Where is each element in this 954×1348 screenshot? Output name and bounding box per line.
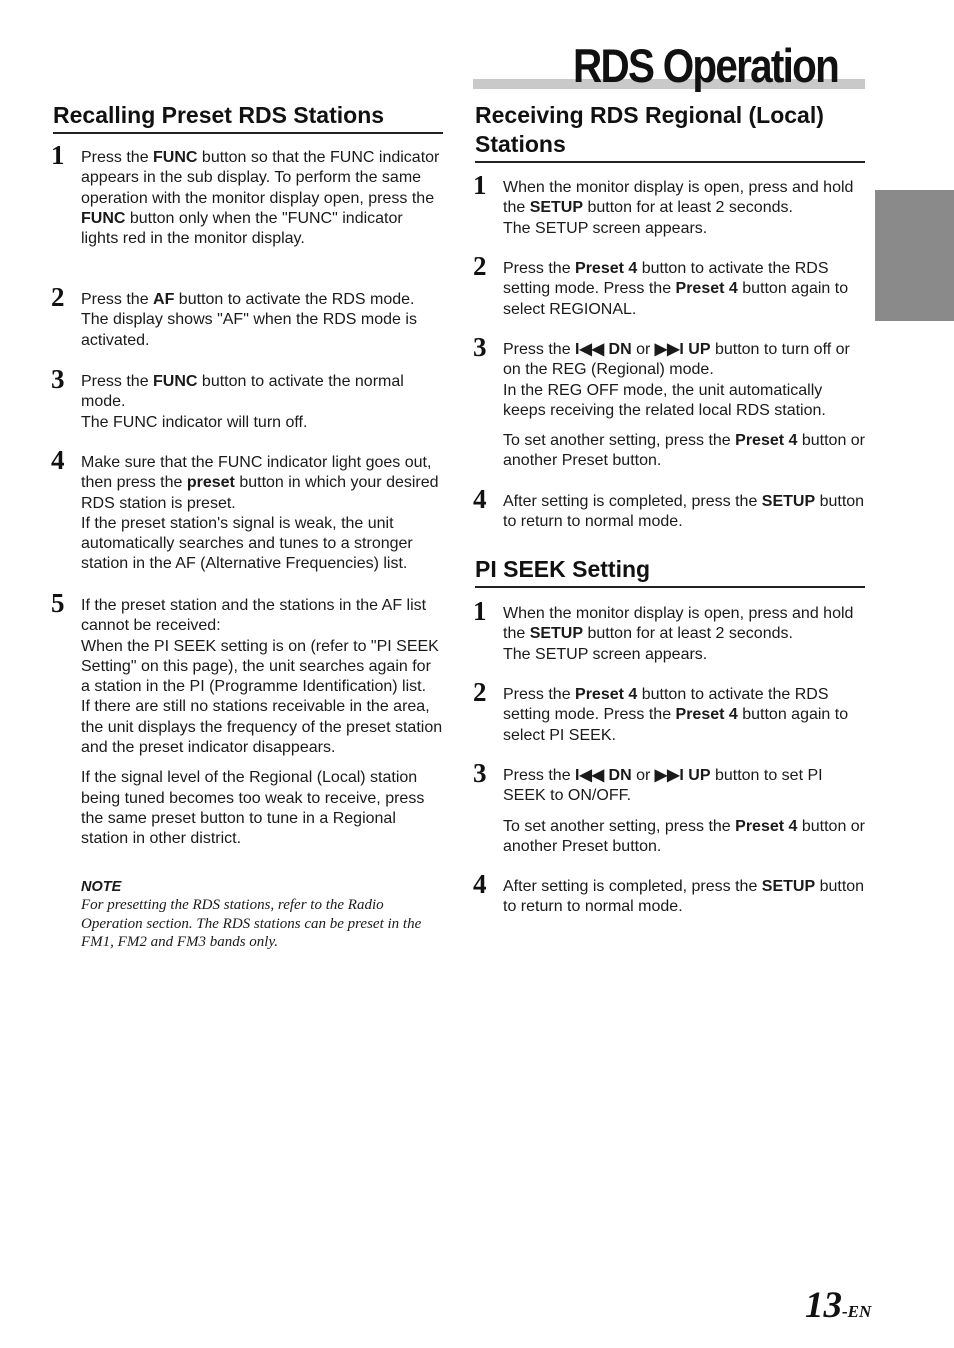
- step-number: 3: [51, 364, 65, 394]
- text-run: button for at least 2 seconds.: [583, 199, 793, 217]
- text-run: If the preset station's signal is weak, the unit automatically searches and tunes to a stronger station in the AF (Alternative Frequencies) list.: [81, 514, 413, 573]
- bold-term: SETUP: [529, 625, 584, 643]
- text-run: The SETUP screen appears.: [503, 219, 708, 237]
- step-number: 2: [473, 677, 487, 707]
- text-run: button only when the "FUNC" indicator lights red in the monitor display.: [81, 209, 403, 248]
- text-run: The FUNC indicator will turn off.: [81, 413, 308, 431]
- step-text: [503, 259, 865, 320]
- text-run: To set another setting, press the: [503, 817, 736, 835]
- bold-term: ▶▶I UP: [654, 767, 711, 784]
- step-paragraph: [81, 290, 443, 351]
- note-body: For presetting the RDS stations, refer to the Radio Operation section. The RDS stations can be preset in the FM1, FM2 and FM3 bands only.: [81, 897, 422, 951]
- text-run: Press the: [503, 686, 576, 703]
- bold-term: FUNC: [153, 373, 198, 390]
- bold-term: FUNC: [153, 149, 198, 166]
- text-run: If there are still no stations receivable in the area, the unit displays the frequency of the preset station and the preset indicator disappears.: [81, 698, 443, 757]
- step-number: 4: [473, 484, 487, 514]
- text-run: To set another setting, press the: [503, 432, 736, 450]
- step-paragraph: [81, 697, 443, 758]
- section-heading-regional: Receiving RDS Regional (Local) Stations: [475, 101, 865, 163]
- step-number: 1: [473, 170, 487, 200]
- step: [51, 282, 443, 351]
- bold-term: Preset 4: [675, 706, 738, 724]
- step-paragraph: [81, 514, 443, 575]
- step-paragraph: [503, 645, 865, 665]
- section-heading-recalling: Recalling Preset RDS Stations: [53, 101, 443, 134]
- step-paragraph: [81, 148, 443, 249]
- step-number: 4: [473, 869, 487, 899]
- step-text: [503, 492, 865, 533]
- text-run: button again to select PI SEEK.: [503, 706, 849, 744]
- text-run: button to turn off or on the REG (Regional) mode.: [503, 341, 850, 379]
- text-run: button or another Preset button.: [503, 817, 866, 855]
- bold-term: I◀◀ DN: [575, 341, 632, 358]
- text-run: After setting is completed, press the: [503, 493, 762, 510]
- bold-term: ▶▶I UP: [654, 341, 711, 358]
- step: [51, 364, 443, 433]
- step-paragraph: [503, 178, 865, 219]
- step-number: 2: [51, 282, 65, 312]
- section-tab: [875, 190, 954, 321]
- step-number: 5: [51, 588, 65, 618]
- page-number: [805, 1287, 871, 1324]
- text-run: Press the: [81, 291, 154, 308]
- step-paragraph: [81, 596, 443, 637]
- text-run: The SETUP screen appears.: [503, 645, 708, 663]
- step-paragraph: [503, 685, 865, 746]
- note-block: [81, 878, 443, 952]
- step: [51, 588, 443, 850]
- step-paragraph: [503, 431, 865, 472]
- text-run: button or another Preset button.: [503, 432, 866, 470]
- step-text: [81, 596, 443, 850]
- text-run: button to return to normal mode.: [503, 493, 865, 531]
- text-run: button to activate the RDS setting mode. Press the: [503, 686, 829, 724]
- step-paragraph: [503, 817, 865, 858]
- step: [473, 596, 865, 665]
- step: [473, 758, 866, 857]
- step: [473, 677, 865, 746]
- bold-term: Preset 4: [575, 260, 638, 277]
- step-number: 1: [51, 140, 65, 170]
- text-run: button to activate the RDS mode. The display shows "AF" when the RDS mode is activated.: [81, 291, 417, 349]
- text-run: Press the: [503, 260, 576, 277]
- text-run: If the preset station and the stations in the AF list cannot be received:: [81, 597, 427, 635]
- bold-term: preset: [186, 474, 235, 492]
- step: [473, 484, 865, 533]
- step: [473, 332, 866, 472]
- bold-term: AF: [153, 291, 175, 308]
- step-paragraph: [503, 340, 865, 381]
- step-paragraph: [503, 381, 865, 422]
- text-run: Press the: [503, 341, 576, 358]
- step-paragraph: [503, 259, 865, 320]
- step-paragraph: [81, 768, 443, 849]
- step-paragraph: [503, 604, 865, 645]
- text-run: button in which your desired RDS station is preset.: [81, 474, 439, 512]
- step-paragraph: [81, 413, 443, 433]
- note-label: NOTE: [81, 879, 122, 895]
- step-text: [81, 372, 443, 433]
- text-run: Press the: [503, 767, 576, 784]
- step-paragraph: [81, 453, 443, 514]
- step: [51, 445, 443, 575]
- step: [473, 869, 865, 918]
- bold-term: SETUP: [761, 493, 816, 510]
- step-text: [81, 290, 443, 351]
- step: [473, 251, 865, 320]
- bold-term: Preset 4: [735, 817, 798, 835]
- text-run: button so that the FUNC indicator appears in the sub display. To perform the same operation with the monitor display open, press the: [81, 149, 440, 207]
- step-number: 1: [473, 596, 487, 626]
- text-run: Make sure that the FUNC indicator light goes out, then press the: [81, 454, 432, 492]
- bold-term: Preset 4: [575, 686, 638, 703]
- step-text: [81, 453, 443, 575]
- text-run: When the PI SEEK setting is on (refer to "PI SEEK Setting" on this page), the unit searches again for a station in the PI (Programme Identification) list.: [81, 637, 439, 696]
- step-paragraph: [503, 877, 865, 918]
- bold-term: Preset 4: [735, 432, 798, 450]
- text-run: button for at least 2 seconds.: [583, 625, 793, 643]
- step-paragraph: [503, 766, 865, 807]
- page-number-suffix: -EN: [842, 1302, 872, 1321]
- page-title: RDS Operation: [573, 39, 839, 92]
- text-run: When the monitor display is open, press and hold the: [503, 605, 854, 643]
- step-text: [503, 877, 865, 918]
- step-text: [503, 685, 865, 746]
- text-run: After setting is completed, press the: [503, 878, 762, 895]
- step-number: 3: [473, 332, 487, 362]
- step-text: [503, 766, 865, 857]
- bold-term: SETUP: [529, 199, 584, 217]
- step-text: [81, 148, 443, 249]
- text-run: In the REG OFF mode, the unit automatically keeps receiving the related local RDS station.: [503, 381, 826, 419]
- section-heading-pi-seek: PI SEEK Setting: [475, 555, 865, 588]
- text-run: or: [631, 341, 655, 358]
- step-number: 3: [473, 758, 487, 788]
- step-text: [503, 178, 865, 239]
- text-run: or: [631, 767, 655, 784]
- text-run: button to activate the normal mode.: [81, 373, 404, 411]
- bold-term: FUNC: [81, 209, 126, 227]
- step-number: 4: [51, 445, 65, 475]
- text-run: If the signal level of the Regional (Local) station being tuned becomes too weak to receive, press the same preset button to tune in a Regional station in other district.: [81, 769, 425, 848]
- text-run: button to activate the RDS setting mode. Press the: [503, 260, 829, 298]
- step-paragraph: [503, 492, 865, 533]
- step: [473, 170, 865, 239]
- text-run: When the monitor display is open, press and hold the: [503, 179, 854, 217]
- text-run: Press the: [81, 149, 154, 166]
- text-run: button to return to normal mode.: [503, 878, 865, 916]
- step-paragraph: [503, 219, 865, 239]
- text-run: Press the: [81, 373, 154, 390]
- step: [51, 140, 443, 249]
- bold-term: SETUP: [761, 878, 816, 895]
- text-run: button again to select REGIONAL.: [503, 280, 849, 318]
- step-paragraph: [81, 637, 443, 698]
- step-paragraph: [81, 372, 443, 413]
- bold-term: I◀◀ DN: [575, 767, 632, 784]
- step-number: 2: [473, 251, 487, 281]
- text-run: button to set PI SEEK to ON/OFF.: [503, 767, 823, 805]
- step-text: [503, 604, 865, 665]
- step-text: [503, 340, 865, 472]
- page-number-value: 13: [805, 1285, 842, 1326]
- bold-term: Preset 4: [675, 280, 738, 298]
